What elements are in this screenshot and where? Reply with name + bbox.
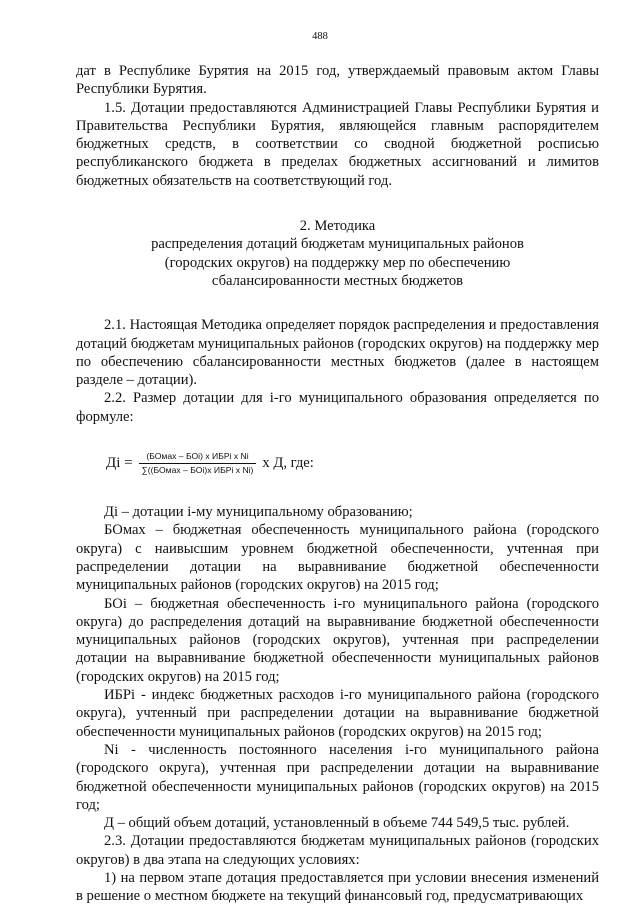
paragraph-1-5: 1.5. Дотации предоставляются Администрацией Главы Республики Бурятия и Правительства Республики Бурятия, являющейся главным распорядителем бюджетных средств, в соответствии со сводной бюджетной росписью республиканского бюджета в пределах бюджетных ассигнований и лимитов бюджетных обязательств на соответствующий год. bbox=[76, 99, 599, 189]
paragraph-2-3: 2.3. Дотации предоставляются бюджетам муниципальных районов (городских округов) в два этапа на следующих условиях: bbox=[76, 833, 599, 868]
heading-line-1: 2. Методика bbox=[299, 218, 376, 235]
paragraph-2-1: 2.1. Настоящая Методика определяет порядок распределения и предоставления дотаций бюджетам муниципальных районов (городских округов) на поддержку мер по обеспечению сбалансированности местных бюджетов (далее в настоящем разделе – дотации). bbox=[76, 317, 599, 389]
formula-lhs: Дi = bbox=[106, 454, 133, 471]
definition-di: Дi – дотации i-му муниципальному образованию; bbox=[104, 504, 413, 521]
definition-ibri: ИБРi - индекс бюджетных расходов i-го муниципального района (городского округа), учтенный при распределении дотации на выравнивание бюджетной обеспеченности муниципальных районов (городских округов) на 2015 год; bbox=[76, 687, 599, 740]
formula bbox=[106, 443, 599, 483]
paragraph-2-2: 2.2. Размер дотации для i-го муниципального образования определяется по формуле: bbox=[76, 390, 599, 425]
heading-line-2: распределения дотаций бюджетам муниципальных районов bbox=[151, 236, 524, 253]
definition-boi: БОi – бюджетная обеспеченность i-го муниципального района (городского округа) до распределения дотаций на выравнивание бюджетной обеспеченности муниципальных районов (городских округов), учтенная при распределении дотации на выравнивание бюджетной обеспеченности муниципальных районов (городских округов) на 2015 год; bbox=[76, 595, 599, 685]
heading-line-4: сбалансированности местных бюджетов bbox=[211, 272, 464, 289]
page-number: 488 bbox=[312, 31, 328, 42]
paragraph-item-1: 1) на первом этапе дотация предоставляется при условии внесения изменений в решение о местном бюджете на текущий финансовый год, предусматривающих bbox=[76, 869, 599, 905]
heading-line-3: (городских округов) на поддержку мер по обеспечению bbox=[164, 254, 511, 271]
formula-denominator: ∑((БОмах – БОi)х ИБРi х Ni) bbox=[141, 464, 254, 475]
definition-bomax: БОмах – бюджетная обеспеченность муниципального района (городского округа) с наивысшим уровнем бюджетной обеспеченности, учтенная при распределении дотации на выравнивание бюджетной обеспеченности муниципальных районов (городских округов) на 2015 год; bbox=[76, 522, 599, 594]
section-heading bbox=[76, 217, 599, 290]
formula-fraction bbox=[139, 451, 257, 476]
definition-d: Д – общий объем дотаций, установленный в объеме 744 549,5 тыс. рублей. bbox=[104, 815, 570, 832]
formula-numerator: (БОмах – БОi) х ИБРi х Ni bbox=[146, 450, 249, 461]
paragraph-intro: дат в Республике Бурятия на 2015 год, утверждаемый правовым актом Главы Республики Бурятия. bbox=[76, 63, 599, 98]
formula-rhs: х Д, где: bbox=[262, 454, 314, 471]
document-body bbox=[76, 62, 599, 906]
definition-ni: Ni - численность постоянного населения i-го муниципального района (городского округа), учтенная при распределении дотации на выравнивание бюджетной обеспеченности муниципальных районов (городских округов) на 2015 год; bbox=[76, 741, 599, 813]
